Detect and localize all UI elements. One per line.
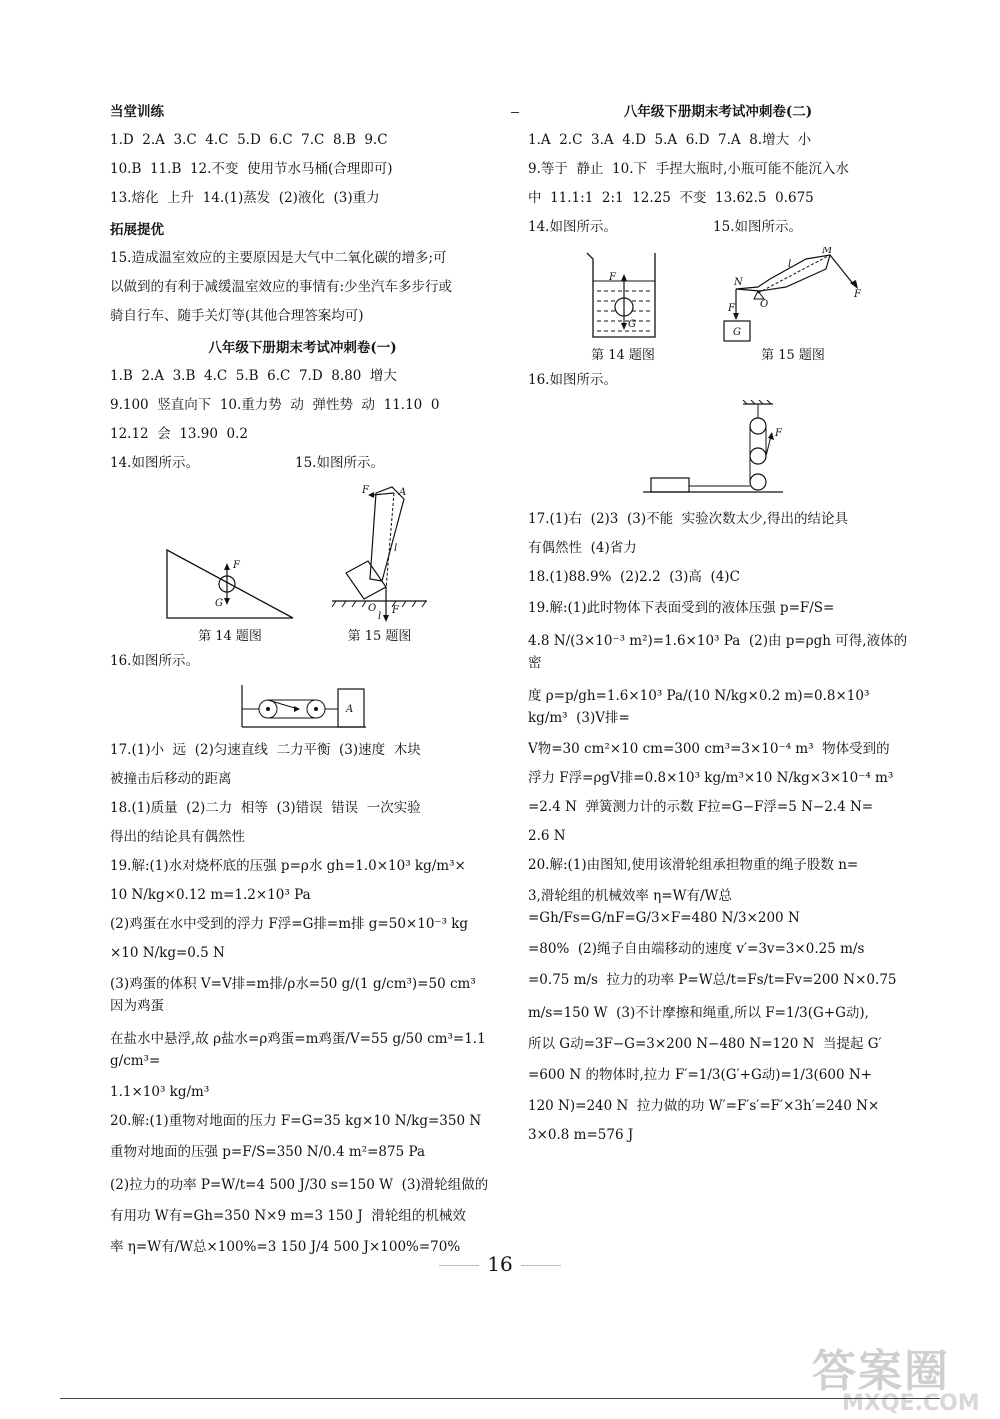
q14-label-right: 14.如图所示。 [528, 219, 617, 235]
svg-text:A: A [345, 704, 353, 715]
answer-line: 1.D 2.A 3.C 4.C 5.D 6.C 7.C 8.B 9.C [110, 132, 388, 148]
answer-line: 2.6 N [528, 828, 566, 844]
section-title-extension: 拓展提优 [110, 222, 164, 238]
answer-line: 18.(1)质量 (2)二力 相等 (3)错误 错误 一次实验 [110, 800, 421, 816]
answer-line: 浮力 F浮=ρgV排=0.8×10³ kg/m³×10 N/kg×3×10⁻⁴ m³ [528, 770, 894, 786]
answer-line: 骑自行车、随手关灯等(其他合理答案均可) [110, 308, 364, 324]
figure-16-right [528, 400, 908, 500]
svg-text:G: G [733, 327, 741, 338]
svg-text:l: l [788, 259, 792, 270]
answer-line: 在盐水中悬浮,故 ρ盐水=ρ鸡蛋=m鸡蛋/V=55 g/50 cm³=1.1 g/cm³= [110, 1031, 490, 1069]
answer-line: 度 ρ=p/gh=1.6×10³ Pa/(10 N/kg×0.2 m)=0.8×10³ kg/m³ (3)V排= [528, 688, 874, 726]
svg-text:F: F [728, 303, 735, 314]
svg-text:A: A [399, 487, 407, 498]
answer-line: 20.解:(1)由图知,使用该滑轮组承担物重的绳子股数 n= [528, 857, 859, 873]
q15-label-right: 15.如图所示。 [713, 219, 802, 235]
figure-14-beaker [583, 247, 663, 363]
answer-line: 率 η=W有/W总×100%=3 150 J/4 500 J×100%=70% [110, 1239, 461, 1255]
section-title-class-training: 当堂训练 [110, 104, 164, 120]
page-number-text: 16 [487, 1252, 513, 1276]
answer-line: (2)鸡蛋在水中受到的浮力 F浮=G排=m排 g=50×10⁻³ kg [110, 916, 469, 932]
svg-text:M: M [822, 247, 833, 256]
svg-text:F: F [392, 605, 399, 616]
left-column [110, 100, 495, 1269]
figures-row-14-15 [110, 483, 495, 644]
svg-text:l: l [378, 611, 382, 622]
answer-line: 1.B 2.A 3.B 4.C 5.B 6.C 7.D 8.80 增大 [110, 368, 397, 384]
beaker-floating-object-diagram [583, 247, 663, 342]
answer-line: 120 N)=240 N 拉力做的功 W′=F′s′=F′×3h′=240 N× [528, 1098, 880, 1114]
figure-16-left [110, 681, 495, 731]
answer-line: m/s=150 W (3)不计摩擦和绳重,所以 F=1/3(G+G动), [528, 1005, 869, 1021]
answer-line: 3,滑轮组的机械效率 η=W有/W总=Gh/Fs=G/nF=G/3×F=480 N/3×200 N [528, 888, 800, 926]
answer-line: 得出的结论具有偶然性 [110, 829, 245, 845]
q16-label-right: 16.如图所示。 [528, 372, 617, 388]
q15-label: 15.如图所示。 [295, 455, 384, 471]
figure-15-caption-right: 第 15 题图 [761, 348, 825, 363]
answer-line: 12.12 会 13.90 0.2 [110, 426, 249, 442]
site-watermark [812, 1335, 982, 1416]
footer-rule [60, 1398, 940, 1399]
watermark-domain-text: MXQE.COM [842, 1391, 980, 1416]
answer-line: 10 N/kg×0.12 m=1.2×10³ Pa [110, 887, 311, 903]
figure-14-caption: 第 14 题图 [198, 629, 262, 644]
answer-line: 13.熔化 上升 14.(1)蒸发 (2)液化 (3)重力 [110, 190, 380, 206]
answer-line: 4.8 N/(3×10⁻³ m²)=1.6×10³ Pa (2)由 p=ρgh 可得,液体的密 [528, 633, 908, 671]
svg-text:G: G [215, 598, 223, 609]
answer-line: 被撞击后移动的距离 [110, 771, 232, 787]
answer-line: =80% (2)绳子自由端移动的速度 v′=3v=3×0.25 m/s [528, 941, 865, 957]
answer-line: 以做到的有利于减缓温室效应的事情有:少坐汽车多步行或 [110, 279, 453, 295]
answer-line: 1.A 2.C 3.A 4.D 5.A 6.D 7.A 8.增大 小 [528, 132, 812, 148]
svg-text:G: G [628, 319, 636, 330]
section-title-exam-one: 八年级下册期末考试冲刺卷(一) [208, 340, 397, 356]
answer-line: 15.造成温室效应的主要原因是大气中二氧化碳的增多;可 [110, 250, 447, 266]
answer-line: 19.解:(1)此时物体下表面受到的液体压强 p=F/S= [528, 600, 835, 616]
figure-14-incline [165, 548, 295, 644]
answer-line: 17.(1)小 远 (2)匀速直线 二力平衡 (3)速度 木块 [110, 742, 421, 758]
hammer-lever-diagram [332, 483, 427, 623]
answer-line: 17.(1)右 (2)3 (3)不能 实验次数太少,得出的结论具 [528, 511, 848, 527]
answer-line: (2)拉力的功率 P=W/t=4 500 J/30 s=150 W (3)滑轮组做的 [110, 1177, 489, 1193]
answer-line: 重物对地面的压强 p=F/S=350 N/0.4 m²=875 Pa [110, 1144, 426, 1160]
incline-ball-diagram [165, 548, 295, 623]
answer-line: 9.100 竖直向下 10.重力势 动 弹性势 动 11.10 0 [110, 397, 440, 413]
answer-line: =2.4 N 弹簧测力计的示数 F拉=G−F浮=5 N−2.4 N= [528, 799, 874, 815]
answer-line: 1.1×10³ kg/m³ [110, 1084, 210, 1100]
svg-text:O: O [368, 603, 377, 614]
figure-15-lever [718, 247, 868, 363]
pulley-block-diagram [238, 681, 368, 731]
pulley-system-diagram [643, 400, 793, 500]
answer-line: V物=30 cm²×10 cm=300 cm³=3×10⁻⁴ m³ 物体受到的 [528, 741, 890, 757]
svg-text:N: N [734, 277, 743, 288]
svg-text:F: F [233, 560, 240, 571]
answer-line: 所以 G动=3F−G=3×200 N−480 N=120 N 当提起 G′ [528, 1036, 882, 1052]
svg-text:F: F [775, 428, 782, 439]
svg-text:O: O [760, 299, 769, 310]
q16-label: 16.如图所示。 [110, 653, 199, 669]
lever-weight-diagram [718, 247, 868, 342]
answer-line: 3×0.8 m=576 J [528, 1127, 634, 1143]
answer-line: =600 N 的物体时,拉力 F′=1/3(G′+G动)=1/3(600 N+ [528, 1067, 872, 1083]
page-number [0, 1252, 1000, 1276]
answer-line: 中 11.1:1 2:1 12.25 不变 13.62.5 0.675 [528, 190, 814, 206]
svg-text:l: l [394, 543, 398, 554]
top-divider-mark [511, 112, 519, 113]
q14-label: 14.如图所示。 [110, 455, 199, 471]
answer-line: 有偶然性 (4)省力 [528, 540, 637, 556]
figure-15-hammer [332, 483, 427, 644]
figure-15-caption: 第 15 题图 [347, 629, 412, 644]
answer-line: 18.(1)88.9% (2)2.2 (3)高 (4)C [528, 569, 740, 585]
answer-line: 有用功 W有=Gh=350 N×9 m=3 150 J 滑轮组的机械效 [110, 1208, 466, 1224]
answer-line: 19.解:(1)水对烧杯底的压强 p=ρ水 gh=1.0×10³ kg/m³× [110, 858, 466, 874]
right-column [528, 100, 908, 1155]
answer-line: =0.75 m/s 拉力的功率 P=W总/t=Fs/t=Fv=200 N×0.75 [528, 972, 897, 988]
section-title-exam-two: 八年级下册期末考试冲刺卷(二) [623, 104, 813, 120]
answer-line: (3)鸡蛋的体积 V=V排=m排/ρ水=50 g/(1 g/cm³)=50 cm³ 因为鸡蛋 [110, 976, 485, 1014]
figures-row-14-15-right [528, 247, 908, 363]
watermark-logo-text: 答案圈 [812, 1346, 950, 1397]
svg-text:F: F [854, 289, 861, 300]
answer-line: 20.解:(1)重物对地面的压力 F=G=35 kg×10 N/kg=350 N [110, 1113, 482, 1129]
answer-line: 9.等于 静止 10.下 手捏大瓶时,小瓶可能不能沉入水 [528, 161, 849, 177]
svg-text:F: F [609, 272, 616, 283]
figure-14-caption-right: 第 14 题图 [591, 348, 655, 363]
answer-line: 10.B 11.B 12.不变 使用节水马桶(合理即可) [110, 161, 393, 177]
svg-text:F: F [362, 485, 369, 496]
answer-line: ×10 N/kg=0.5 N [110, 945, 225, 961]
